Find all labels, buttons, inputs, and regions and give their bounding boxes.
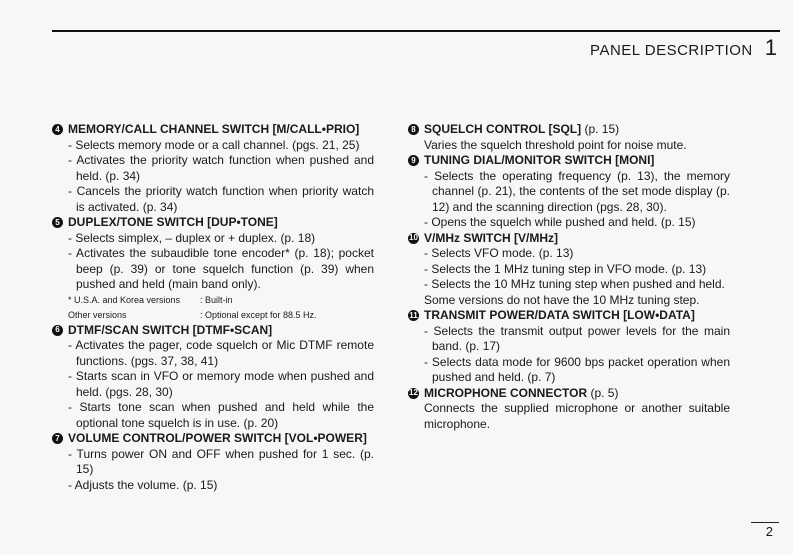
item-number-badge: 8 bbox=[408, 124, 419, 135]
item-title bbox=[408, 386, 730, 402]
item-6 bbox=[52, 323, 374, 432]
bullet-item: - Selects simplex, – duplex or + duplex. (p. 18) bbox=[68, 230, 316, 245]
bullet-item: - Selects the 1 MHz tuning step in VFO mode. (p. 13) bbox=[424, 261, 707, 276]
bullet-item: - Cancels the priority watch function when priority watch is activated. (p. 34) bbox=[68, 184, 374, 214]
section-title: PANEL DESCRIPTION bbox=[590, 42, 753, 59]
item-number-badge: 10 bbox=[409, 233, 418, 243]
item-title-text bbox=[424, 153, 654, 169]
bullet-note: Some versions do not have the 10 MHz tuning step. bbox=[424, 292, 700, 307]
page-header bbox=[590, 35, 777, 61]
footnote-key: Other versions bbox=[68, 309, 127, 320]
item-title-label: VOLUME CONTROL/POWER SWITCH [VOL•POWER] bbox=[68, 431, 367, 445]
item-number-badge: 12 bbox=[409, 388, 418, 398]
bullet-item: - Starts tone scan when pushed and held while the optional tone squelch is in use. (p. 20) bbox=[68, 400, 374, 430]
item-title-label: DTMF/SCAN SWITCH [DTMF•SCAN] bbox=[68, 322, 273, 337]
item-number-badge: 4 bbox=[52, 124, 63, 135]
item-title bbox=[408, 308, 730, 324]
footnote-row bbox=[52, 293, 374, 308]
item-10 bbox=[408, 231, 730, 309]
item-number-badge: 9 bbox=[408, 155, 419, 166]
item-bullets bbox=[52, 338, 374, 431]
bullet-item: - Selects the transmit output power levels for the main band. (p. 17) bbox=[424, 323, 730, 353]
item-title-text bbox=[68, 323, 272, 339]
item-11 bbox=[408, 308, 730, 386]
item-bullets bbox=[52, 447, 374, 494]
footnote-row bbox=[52, 308, 374, 323]
item-title-text bbox=[424, 386, 618, 402]
item-title bbox=[52, 215, 374, 231]
item-bullets bbox=[408, 246, 730, 308]
item-5 bbox=[52, 215, 374, 323]
item-title-text bbox=[424, 308, 695, 324]
item-title bbox=[52, 431, 374, 447]
item-title-label: DUPLEX/TONE SWITCH [DUP•TONE] bbox=[68, 215, 278, 229]
bullet-item: - Selects memory mode or a call channel. (pgs. 21, 25) bbox=[68, 137, 360, 152]
item-12 bbox=[408, 386, 730, 433]
item-bullets bbox=[408, 324, 730, 386]
item-page-ref: (p. 15) bbox=[581, 122, 620, 136]
item-title-text bbox=[68, 122, 359, 138]
item-title-label: MICROPHONE CONNECTOR bbox=[424, 385, 588, 400]
bullet-item: - Activates the priority watch function when pushed and held. (p. 34) bbox=[68, 153, 374, 183]
footnote-value: : Built-in bbox=[200, 294, 233, 305]
item-title bbox=[408, 231, 730, 247]
bullet-item: - Selects the operating frequency (p. 13), the memory channel (p. 21), the contents of the set mode display (p. 12) and the scanning direction (pgs. 28, 30). bbox=[424, 168, 730, 214]
footnote-key: * U.S.A. and Korea versions bbox=[68, 294, 181, 305]
bullet-item: - Opens the squelch while pushed and held. (p. 15) bbox=[424, 215, 696, 229]
right-column bbox=[408, 122, 730, 432]
item-title bbox=[52, 122, 374, 138]
bullet-item: - Activates the pager, code squelch or Mic DTMF remote functions. (pgs. 37, 38, 41) bbox=[68, 338, 374, 368]
item-number-badge: 5 bbox=[52, 217, 63, 228]
item-title bbox=[408, 122, 730, 138]
footnote-value: : Optional except for 88.5 Hz. bbox=[200, 309, 317, 320]
item-bullets bbox=[408, 169, 730, 231]
bullet-item: - Selects VFO mode. (p. 13) bbox=[424, 246, 574, 260]
chapter-number: 1 bbox=[764, 35, 777, 60]
bullet-item: - Turns power ON and OFF when pushed for 1 sec. (p. 15) bbox=[68, 446, 374, 476]
item-4 bbox=[52, 122, 374, 215]
top-rule bbox=[52, 30, 780, 32]
item-7 bbox=[52, 431, 374, 493]
item-page-ref: (p. 5) bbox=[587, 385, 619, 400]
item-title-text bbox=[424, 122, 619, 138]
item-8 bbox=[408, 122, 730, 153]
item-title-label: SQUELCH CONTROL [SQL] bbox=[424, 122, 582, 136]
item-title bbox=[52, 323, 374, 339]
item-description: Varies the squelch threshold point for noise mute. bbox=[424, 137, 687, 152]
item-number-badge: 7 bbox=[52, 433, 63, 444]
item-bullets bbox=[52, 231, 374, 293]
item-description: Connects the supplied microphone or another suitable microphone. bbox=[424, 401, 730, 431]
item-title-text bbox=[68, 215, 278, 231]
item-title-label: V/MHz SWITCH [V/MHz] bbox=[424, 230, 558, 245]
item-title-label: TUNING DIAL/MONITOR SWITCH [MONI] bbox=[424, 153, 655, 167]
item-title bbox=[408, 153, 730, 169]
bullet-item: - Selects the 10 MHz tuning step when pushed and held. bbox=[424, 277, 725, 291]
item-title-text bbox=[424, 231, 558, 247]
item-title-text bbox=[68, 431, 367, 447]
page-number: 2 bbox=[765, 524, 773, 539]
page-number-rule bbox=[751, 522, 779, 523]
item-9 bbox=[408, 153, 730, 231]
item-bullets bbox=[52, 138, 374, 216]
bullet-item: - Adjusts the volume. (p. 15) bbox=[68, 477, 218, 492]
item-number-badge: 11 bbox=[409, 310, 418, 320]
bullet-item: - Starts scan in VFO or memory mode when pushed and held. (pgs. 28, 30) bbox=[68, 369, 374, 399]
bullet-item: - Selects data mode for 9600 bps packet operation when pushed and held. (p. 7) bbox=[424, 354, 730, 384]
item-title-label: TRANSMIT POWER/DATA SWITCH [LOW•DATA] bbox=[424, 308, 695, 322]
left-column bbox=[52, 122, 374, 493]
item-number-badge: 6 bbox=[52, 325, 63, 336]
item-title-label: MEMORY/CALL CHANNEL SWITCH [M/CALL•PRIO] bbox=[68, 122, 360, 136]
bullet-item: - Activates the subaudible tone encoder* (p. 18); pocket beep (p. 39) or tone squelch function (p. 39) when pushed and held (main band only). bbox=[68, 246, 374, 291]
